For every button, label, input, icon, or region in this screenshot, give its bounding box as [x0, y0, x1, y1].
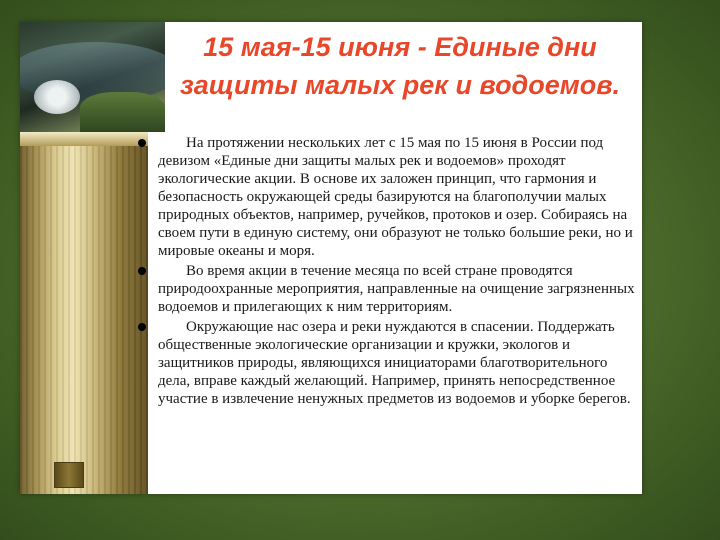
- column-base-block: [54, 462, 84, 488]
- bullet-text: Окружающие нас озера и реки нуждаются в спасении. Поддержать общественные экологические организации и кружки, экологов и защитников природы, являющихся инициаторами благотворительного дела, вправе каждый желающий. Например, принять непосредственное участие в извлечение ненужных предметов из водоемов и уборке берегов.: [158, 319, 631, 407]
- river-photo: [20, 22, 165, 132]
- decorative-column: [20, 132, 148, 494]
- bullet-text: На протяжении нескольких лет с 15 мая по 15 июня в России под девизом «Единые дни защиты малых рек и водоемов» проходят экологические акции. В основе их заложен принцип, что гармония и безопасность окружающей среды базируются на благополучии малых природных объектов, например, ручейков, протоков и озер. Собираясь на своем пути в единую систему, они образуют не только большие реки, но и мировые океаны и моря.: [158, 135, 633, 259]
- bullet-list: [132, 134, 637, 410]
- bullet-dot-icon: [138, 323, 146, 331]
- bullet-dot-icon: [138, 267, 146, 275]
- debris-plate: [34, 80, 80, 114]
- column-capital: [20, 132, 148, 146]
- slide-title: 15 мая-15 июня - Единые дни защиты малых рек и водоемов.: [179, 32, 621, 100]
- bullet-item: [132, 134, 637, 260]
- slide: [20, 22, 642, 494]
- bullet-item: [132, 262, 637, 316]
- bullet-dot-icon: [138, 139, 146, 147]
- shore-grass: [80, 92, 165, 132]
- column-flutes: [20, 132, 148, 494]
- bullet-text: Во время акции в течение месяца по всей стране проводятся природоохранные мероприятия, направленные на очищение загрязненных водоемов и прилегающих к ним территориям.: [158, 263, 635, 315]
- bullet-item: [132, 318, 637, 408]
